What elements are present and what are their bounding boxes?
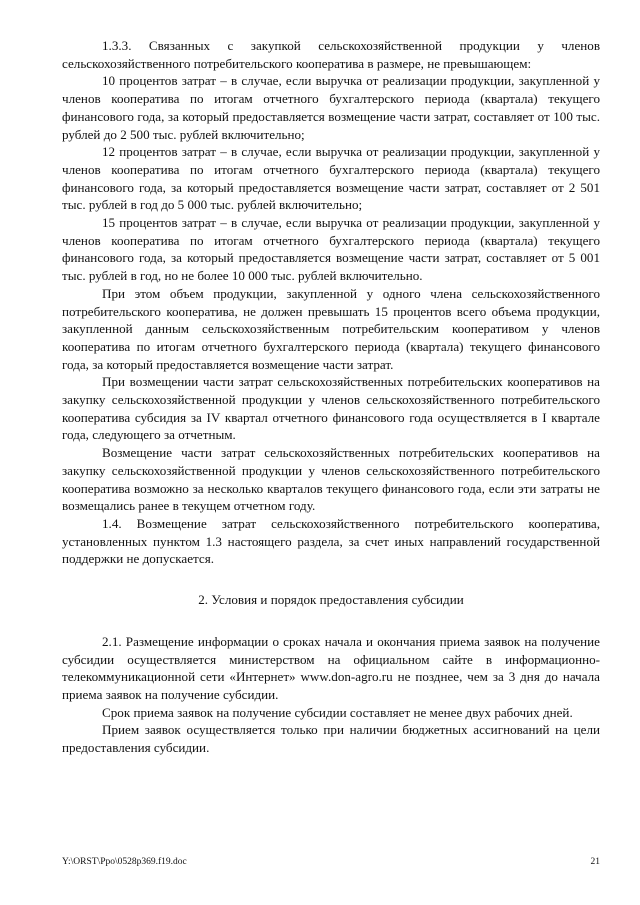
paragraph-member-volume-limit: При этом объем продукции, закупленной у одного члена сельскохозяйственного потребительского кооператива, не должен превышать 15 процентов всего объема продукции, закупленной данным сельскохозяйственным потребительским кооперативом у членов кооператива по итогам отчетного бухгалтерского периода (квартала) текущего финансового года, за который предоставляется возмещение части затрат. (62, 285, 600, 372)
section-heading: 2. Условия и порядок предоставления субсидии (198, 592, 464, 608)
paragraph-q4-subsidy: При возмещении части затрат сельскохозяйственных потребительских кооперативов на закупку сельскохозяйственной продукции у членов сельскохозяйственного потребительского кооператива субсидия за IV квартал отчетного финансового года осуществляется в I квартале года, следующего за отчетным. (62, 374, 600, 443)
paragraph-application-period: Срок приема заявок на получение субсидии составляет не менее двух рабочих дней. (102, 704, 573, 720)
paragraph-12-percent: 12 процентов затрат – в случае, если выручка от реализации продукции, закупленной у членов кооператива по итогам отчетного бухгалтерского периода (квартала) текущего финансового года, за который предоставляется возмещение части затрат, составляет от 2 501 тыс. рублей в год до 5 000 тыс. рублей включительно; (62, 144, 600, 213)
paragraph-10-percent: 10 процентов затрат – в случае, если выручка от реализации продукции, закупленной у членов кооператива по итогам отчетного бухгалтерского периода (квартала) текущего финансового года, за который предоставляется возмещение части затрат, составляет от 100 тыс. рублей до 2 500 тыс. рублей включительно; (62, 73, 600, 142)
paragraph-budget-condition: Прием заявок осуществляется только при наличии бюджетных ассигнований на цели предоставления субсидии. (62, 722, 600, 756)
paragraph-multi-quarter: Возмещение части затрат сельскохозяйственных потребительских кооперативов на закупку сельскохозяйственной продукции у членов сельскохозяйственного потребительского кооператива возможно за несколько кварталов текущего финансового года, если эти затраты не возмещались ранее в текущем отчетном году. (62, 445, 600, 514)
footer-file-path: Y:\ORST\Ppo\0528p369.f19.doc (62, 857, 187, 867)
paragraph-15-percent: 15 процентов затрат – в случае, если выручка от реализации продукции, закупленной у членов кооператива по итогам отчетного бухгалтерского периода (квартала) текущего финансового года, за который предоставляется возмещение части затрат, составляет от 5 001 тыс. рублей в год, но не более 10 000 тыс. рублей включительно. (62, 215, 600, 284)
paragraph-2-1: 2.1. Размещение информации о сроках начала и окончания приема заявок на получение субсидии осуществляется министерством на официальном сайте в информационно-телекоммуникационной сети «Интернет» www.don-agro.ru не позднее, чем за 3 дня до начала приема заявок на получение субсидии. (62, 633, 600, 702)
paragraph-1-3-3: 1.3.3. Связанных с закупкой сельскохозяйственной продукции у членов сельскохозяйственного потребительского кооператива в размере, не превышающем: (62, 38, 600, 71)
document-body (62, 37, 600, 757)
page-number: 21 (590, 857, 600, 867)
paragraph-1-4: 1.4. Возмещение затрат сельскохозяйственного потребительского кооператива, установленных пунктом 1.3 настоящего раздела, за счет иных направлений государственной поддержки не допускается. (62, 515, 600, 567)
